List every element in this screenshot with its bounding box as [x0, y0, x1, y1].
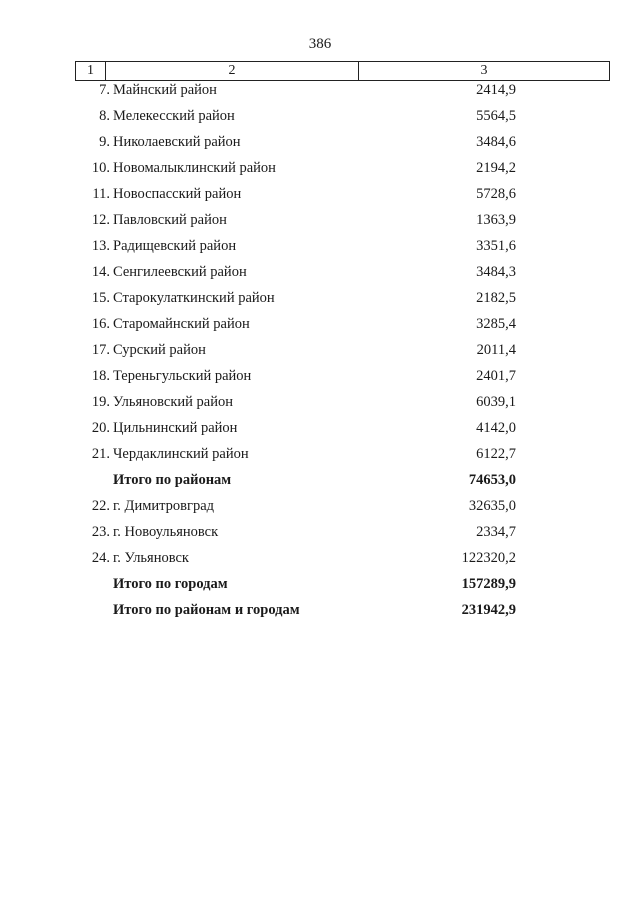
row-number: 7.	[99, 82, 110, 98]
row-value: 2401,7	[476, 368, 516, 384]
row-number: 11.	[92, 186, 110, 202]
row-value: 157289,9	[461, 576, 516, 592]
row-name: г. Димитровград	[113, 498, 215, 514]
table-row	[0, 443, 640, 469]
row-value: 2194,2	[476, 160, 516, 176]
row-number: 18.	[91, 368, 110, 384]
row-value: 2182,5	[476, 290, 516, 306]
table-row	[0, 521, 640, 547]
row-value: 2414,9	[476, 82, 516, 98]
row-value: 2334,7	[476, 524, 516, 540]
total-row	[0, 469, 640, 495]
table-row	[0, 131, 640, 157]
row-number: 9.	[99, 134, 110, 150]
row-name: Майнский район	[113, 82, 217, 98]
row-number: 23.	[91, 524, 110, 540]
table-row	[0, 157, 640, 183]
row-value: 6039,1	[476, 394, 516, 410]
row-name: Сурский район	[113, 342, 206, 358]
table-row	[0, 417, 640, 443]
row-number: 22.	[91, 498, 110, 514]
row-name: Старомайнский район	[113, 316, 250, 332]
row-number: 13.	[91, 238, 110, 254]
row-name: Николаевский район	[113, 134, 241, 150]
row-name: Цильнинский район	[113, 420, 238, 436]
row-name: Мелекесский район	[113, 108, 235, 124]
row-value: 122320,2	[461, 550, 516, 566]
row-value: 1363,9	[476, 212, 516, 228]
header-col-3: 3	[480, 63, 488, 78]
row-number: 17.	[91, 342, 110, 358]
row-number: 12.	[91, 212, 110, 228]
row-name: Итого по районам и городам	[113, 602, 300, 618]
table-row	[0, 547, 640, 573]
header-col-2: 2	[106, 62, 359, 80]
row-value: 231942,9	[461, 602, 516, 618]
row-name: Новоспасский район	[113, 186, 242, 202]
row-value: 5564,5	[476, 108, 516, 124]
total-row	[0, 599, 640, 625]
row-name: Итого по районам	[113, 472, 232, 488]
table-row	[0, 183, 640, 209]
row-name: г. Новоульяновск	[113, 524, 219, 540]
table-row	[0, 209, 640, 235]
row-value: 6122,7	[476, 446, 516, 462]
row-value: 4142,0	[476, 420, 516, 436]
table-header	[75, 61, 610, 81]
row-name: Тереньгульский район	[113, 368, 252, 384]
row-name: Сенгилеевский район	[113, 264, 247, 280]
row-name: Старокулаткинский район	[113, 290, 275, 306]
row-name: Новомалыклинский район	[113, 160, 276, 176]
table-row	[0, 495, 640, 521]
row-number: 21.	[91, 446, 110, 462]
row-name: г. Ульяновск	[113, 550, 189, 566]
table-row	[0, 287, 640, 313]
row-number: 8.	[99, 108, 110, 124]
table-row	[0, 79, 640, 105]
header-col-1: 1	[76, 62, 106, 80]
row-name: Павловский район	[113, 212, 227, 228]
row-value: 5728,6	[476, 186, 516, 202]
row-value: 74653,0	[468, 472, 516, 488]
table-row	[0, 339, 640, 365]
row-value: 3285,4	[476, 316, 516, 332]
row-value: 2011,4	[476, 342, 516, 358]
row-number: 16.	[91, 316, 110, 332]
row-number: 14.	[91, 264, 110, 280]
page-number: 386	[308, 36, 332, 52]
total-row	[0, 573, 640, 599]
table-row	[0, 261, 640, 287]
row-name: Ульяновский район	[113, 394, 234, 410]
table-row	[0, 105, 640, 131]
table-row	[0, 235, 640, 261]
row-number: 19.	[91, 394, 110, 410]
row-value: 3484,3	[476, 264, 516, 280]
row-number: 20.	[91, 420, 110, 436]
table-body	[0, 79, 640, 625]
row-number: 24.	[91, 550, 110, 566]
row-value: 3484,6	[476, 134, 516, 150]
row-value: 32635,0	[468, 498, 516, 514]
table-row	[0, 365, 640, 391]
row-name: Чердаклинский район	[113, 446, 249, 462]
row-number: 10.	[91, 160, 110, 176]
row-value: 3351,6	[476, 238, 516, 254]
row-number: 15.	[91, 290, 110, 306]
table-row	[0, 391, 640, 417]
row-name: Радищевский район	[113, 238, 237, 254]
table-row	[0, 313, 640, 339]
row-name: Итого по городам	[113, 576, 228, 592]
